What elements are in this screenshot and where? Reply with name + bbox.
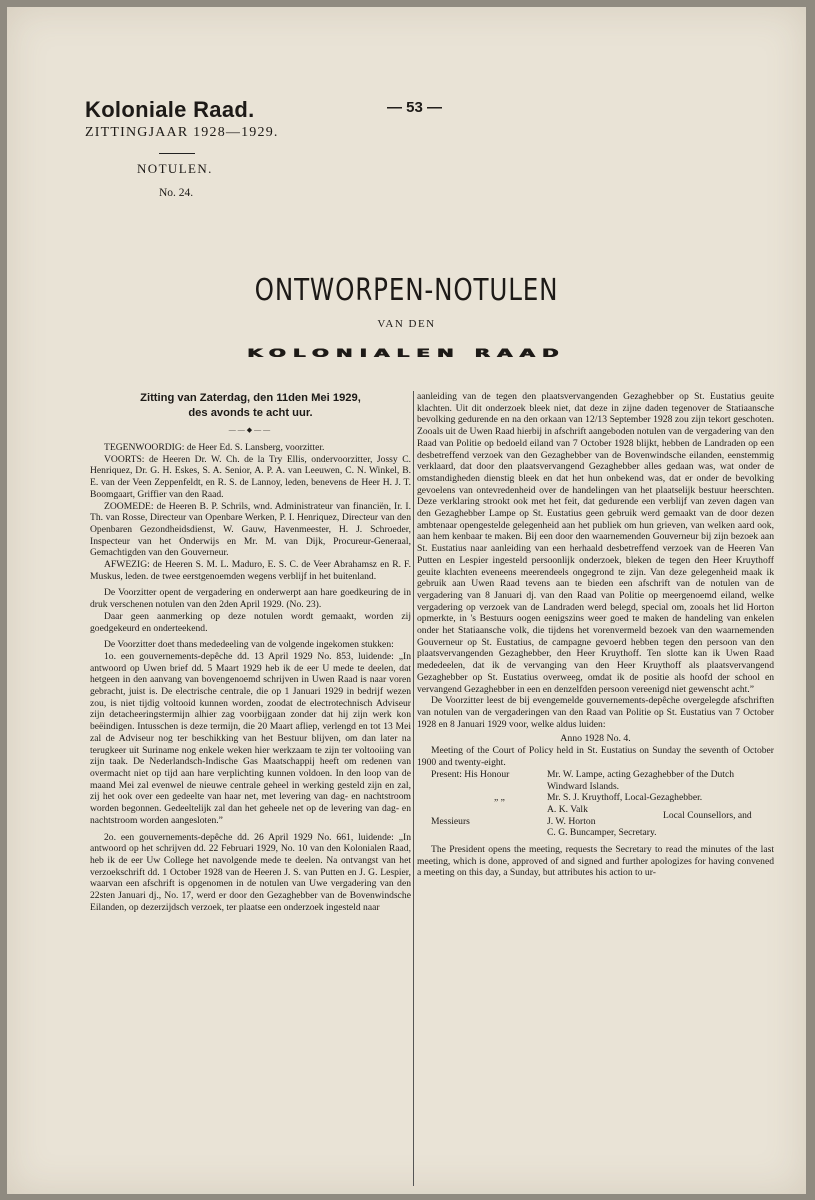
paragraph: 1o. een gouvernements-depêche dd. 13 April 1929 No. 853, luidende: „In antwoord op Uwen brief dd. 5 Maart 1929 heb ik de eer U mede te deelen, dat hetgeen in den aanvang van bovengenoemd schrijven in Uwen Raad is naar voren gebracht, juist is. De electrische centrale, die op 1 Januari 1929 in bedrijf wezen zou, is niet tijdig voltooid kunnen worden, zoodat de electrotechnisch Adviseur zijn detacheeringstermijn alhier zag voorbijgaan zonder dat hij zijn werk kon beëindigen. Intusschen is deze termijn, die 20 Maart afliep, verlengd en tot 13 Mei zal de Adviseur nog ter beschikking van het Bestuur blijven, om dan later na terugkeer uit Suriname nog enkele weken hier werkzaam te zijn ter voltooiing van zijn taak. De Nederlandsch-Indische Gas Maatschappij heeft om redenen van overmacht niet op tijd aan hare verplichting kunnen voldoen. In den loop van de maand Mei zal evenwel de nieuwe centrale geheel in werking gesteld zijn en zal, zij het ook over een gedeelte van haar net, met levering van dag- en nachtstroom worden begonnen. Gedeeltelijk zal dan het geheele net op de levering van dag- en nachtstroom worden aangesloten.” xyxy=(90,650,411,826)
paragraph: De Voorzitter leest de bij evengemelde gouvernements-depêche overgelegde afschriften van notulen van de vergaderingen van den Raad van Politie op St. Eustatius van 7 October 1928 en 8 Januari 1929 voor, welke aldus luiden: xyxy=(417,695,774,730)
title-van-den: VAN DEN xyxy=(377,318,436,330)
paragraph: aanleiding van de tegen den plaatsvervangenden Gezaghebber op St. Eustatius geuite klachten. Uit dit onderzoek bleek niet, dat deze in zijne daden tegenover de Statiaansche bevolking gedurende en na den orkaan van 12/13 September 1928 zou zijn tekort geschoten. Zooals uit de Uwen Raad hierbij in afschrift aangeboden notulen van de vergadering van den Raad van Politie op bedoeld eiland van 7 October 1928 blijkt, hebben de Landraden op een desbetreffend verzoek van den Gezaghebber van de Bovenwindsche eilanden, eenstemmig verklaard, dat door den plaatsvervangend Gezaghebber alles gedaan was, wat onder de omstandigheden dienstig bleek en dat het hun onbekend was, dat er onder de bevolking gevoelens van ontevredenheid over de handelingen van het plaatselijk bestuur heerschten. Deze verklaring strookt ook met het feit, dat gedurende een verblijf van zeven dagen van den Gezaghebber Lampe op St. Eustatius geen gebruik werd gemaakt van de door dezen ambtenaar opengestelde gelegenheid aan het publiek om hun grieven, van welken aard ook, aan hem kenbaar te maken. Bij een door den waarnemenden Gouverneur bij zijn bezoek aan St. Eustatius naar aanleiding van een herhaald desbetreffend verzoek van de Heeren Van Putten en Lespier ingesteld persoonlijk onderzoek, bleken de tegen den Heer Kruythoff geuite klachten eveneens meerendeels ongegrond te zijn. Van deze gelegenheid maak ik gebruik aan Uwen Raad tevens aan te bieden een afschrift van de notulen van de vergadering van 8 Januari dj. van den Raad van Politie op meergenoemd eiland, welke vergadering op verzoek van de Landraden werd belegd, special om, zooals het lid Horton opmerkte, in 's Bestuurs oogen eenigszins weer goed te maken de handeling van enkelen onder het Statiaansche volk, die tijdens het vorenvermeld bezoek van den waarnemenden Gouverneur op St. Eustatius, de campagne gevoerd hebben tegen den persoon van den plaatsvervangenden Gezaghebber, den Heer Kruythoff. Ten slotte kan ik Uwen Raad mededeelen, dat ik de vervanging van den Heer Kruythoff als plaatsvervangend Gezaghebber op St. Eustatius overweeg, omdat ik de positie als hoofd der school en vervangend Gezaghebber in een en denzelfden persoon vereenigd niet gewenscht acht.” xyxy=(417,391,774,695)
page-number: — 53 — xyxy=(387,99,443,116)
organization-name: Koloniale Raad. xyxy=(85,97,255,122)
masthead xyxy=(85,97,279,141)
column-divider xyxy=(413,391,414,1186)
session-heading xyxy=(90,391,411,421)
left-column xyxy=(90,391,411,913)
roster-name: A. K. Valk xyxy=(547,803,588,815)
paragraph: De Voorzitter doet thans mededeeling van de volgende ingekomen stukken: xyxy=(104,639,394,651)
paragraph: 2o. een gouvernements-depêche dd. 26 April 1929 No. 661, luidende: „In antwoord op het schrijven dd. 22 Februari 1929, No. 10 van den Kolonialen Raad, heb ik de eer Uw College het navolgende mede te deelen. Na ontvangst van het verzoekschrift dd. 1 October 1928 van de Heeren J. S. van Putten en J. G. Lespier, waarvan een afschrift is opgenomen in de notulen van Uwe vergadering van den 22sten Januari dj., No. 17, werd er door den Gezaghebber van de Bovenwindsche Eilanden, op dezerzijdsch verzoek, ter plaatse een onderzoek ingesteld naar xyxy=(90,831,411,913)
paragraph: De Voorzitter opent de vergadering en onderwerpt aan hare goedkeuring de in druk verschenen notulen van den 2den April 1929. (No. 23). xyxy=(90,587,411,611)
paragraph: TEGENWOORDIG: de Heer Ed. S. Lansberg, voorzitter. xyxy=(104,442,325,453)
right-column xyxy=(417,391,774,879)
paragraph: The President opens the meeting, requests the Secretary to read the minutes of the last meeting, which is done, approved of and signed and further apologizes for having convened a meeting on this day, a Sunday, but attributes his action to ur- xyxy=(417,844,774,879)
ditto-marks: „ „ xyxy=(494,792,505,804)
session-year: ZITTINGJAAR 1928—1929. xyxy=(85,125,279,140)
meeting-line: Meeting of the Court of Policy held in St. Eustatius on Sunday the seventh of October 1900 and twenty-eight. xyxy=(417,745,774,769)
roster-name: Mr. W. Lampe, acting Gezaghebber of the Dutch Windward Islands. xyxy=(547,768,735,792)
session-heading-line-2: des avonds te acht uur. xyxy=(188,407,313,419)
counsellors-label: Local Counsellors, and xyxy=(663,809,752,821)
divider-rule xyxy=(159,153,195,154)
ornament: ——◆—— xyxy=(228,426,273,434)
paragraph: AFWEZIG: de Heeren S. M. L. Maduro, E. S. C. de Veer Abrahamsz en R. F. Muskus, leden. de twee eerstgenoemden wegens verblijf in het buitenland. xyxy=(90,559,411,582)
notulen-block xyxy=(137,153,237,199)
paragraph: ZOOMEDE: de Heeren B. P. Schrils, wnd. Administrateur van financiën, Ir. I. Th. van Rosse, Directeur van Openbare Werken, P. I. Henriquez, Directeur van den Openbaren Gezondheidsdienst, W. Gauw, Havenmeester, H. J. Schroeder, Inspecteur van het Onderwijs en Mr. M. van Dijk, Procureur-Generaal, Gemachtigden van den Gouverneur. xyxy=(90,500,411,559)
issue-number: No. 24. xyxy=(159,187,194,199)
roster-name: C. G. Buncamper, Secretary. xyxy=(547,827,657,839)
paragraph: Daar geen aanmerking op deze notulen wordt gemaakt, worden zij goedgekeurd en onderteekend. xyxy=(90,610,411,634)
roster-row xyxy=(417,792,774,804)
attendance-roster xyxy=(417,769,774,839)
roster-row xyxy=(417,769,774,792)
notulen-label: NOTULEN. xyxy=(137,161,213,176)
council-name: KOLONIALEN RAAD xyxy=(247,346,566,360)
anno-line: Anno 1928 No. 4. xyxy=(560,733,631,745)
messieurs-label: Messieurs xyxy=(431,815,470,827)
roster-name: J. W. Horton xyxy=(547,815,596,827)
roster-row xyxy=(417,827,774,839)
paragraph: VOORTS: de Heeren Dr. W. Ch. de la Try Ellis, ondervoorzitter, Jossy C. Henriquez, Dr. G. H. Eskes, S. A. Senior, A. P. A. van Leeuwen, C. N. Winkel, B. E. van der Veen Zeppenfeldt, en R. S. de Lannoy, leden, benevens de Heer H. J. T. Boomgaart, Griffier van den Raad. xyxy=(90,453,411,500)
document-title: ONTWORPEN-NOTULEN xyxy=(254,273,559,308)
present-label: Present: His Honour xyxy=(431,768,510,780)
roster-name: Mr. S. J. Kruythoff, Local-Gezaghebber. xyxy=(547,792,703,804)
session-heading-line-1: Zitting van Zaterdag, den 11den Mei 1929, xyxy=(140,392,361,404)
document-page xyxy=(7,7,806,1194)
